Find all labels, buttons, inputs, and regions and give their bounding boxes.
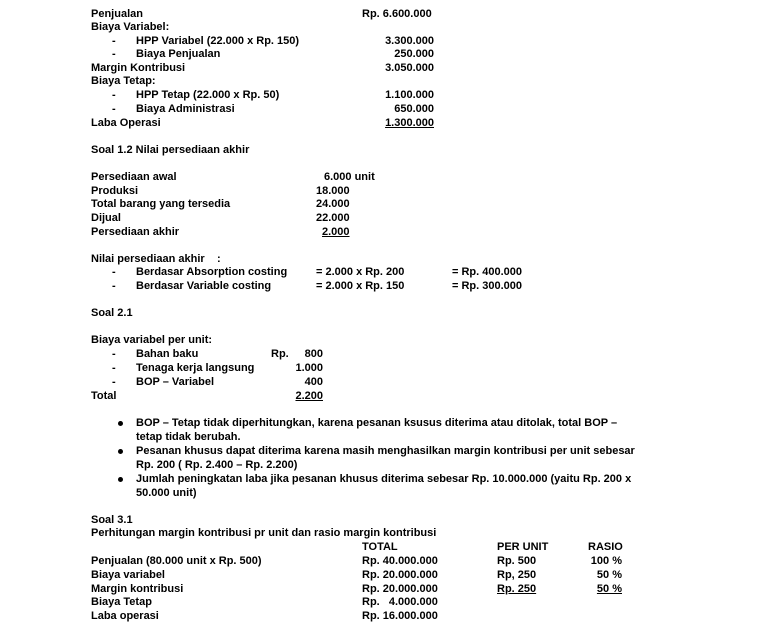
row-ratio: 50 % [596, 583, 622, 595]
fixed-hpp-label: HPP Tetap (22.000 x Rp. 50) [136, 89, 280, 101]
contribution-margin-value: 3.050.000 [385, 62, 434, 74]
admin-cost-value: 650.000 [394, 103, 434, 115]
operating-profit-label: Laba Operasi [91, 117, 161, 129]
section-title: Soal 2.1 [91, 307, 133, 319]
method-calc: = 2.000 x Rp. 150 [316, 280, 405, 292]
selling-cost-label: Biaya Penjualan [136, 48, 221, 60]
cost-label: Bahan baku [136, 348, 199, 360]
method-result: = Rp. 300.000 [452, 280, 523, 292]
variable-costs-label: Biaya Variabel: [91, 21, 170, 33]
dash: - [112, 48, 116, 60]
header-ratio: RASIO [588, 541, 623, 553]
row-total: Rp. 16.000.000 [362, 610, 438, 622]
bullet-text: 50.000 unit) [136, 487, 197, 499]
cost-value: 400 [304, 376, 323, 388]
sales-value: Rp. 6.600.000 [362, 8, 432, 20]
method-calc: = 2.000 x Rp. 200 [316, 266, 405, 278]
method-label: Berdasar Absorption costing [136, 266, 288, 278]
row-per-unit: Rp. 250 [497, 583, 537, 595]
bullet-text: tetap tidak berubah. [136, 431, 241, 443]
operating-profit-value: 1.300.000 [385, 117, 434, 129]
bullet-text: Jumlah peningkatan laba jika pesanan khusus diterima sebesar Rp. 10.000.000 (yaitu Rp. 200 x [136, 473, 632, 485]
variable-hpp-label: HPP Variabel (22.000 x Rp. 150) [136, 35, 300, 47]
dash: - [112, 35, 116, 47]
row-total: Rp. 20.000.000 [362, 569, 438, 581]
variable-hpp-value: 3.300.000 [385, 35, 434, 47]
bullet-dot [118, 477, 123, 482]
method-result: = Rp. 400.000 [452, 266, 523, 278]
total-value: 2.200 [295, 390, 323, 402]
inventory-value-title: Nilai persediaan akhir : [91, 253, 221, 265]
sales-label: Penjualan [91, 8, 143, 20]
dash: - [112, 376, 116, 388]
contribution-margin-label: Margin Kontribusi [91, 62, 186, 74]
bullet-text: Rp. 200 ( Rp. 2.400 – Rp. 2.200) [136, 459, 298, 471]
row-total: Rp. 20.000.000 [362, 583, 438, 595]
row-ratio: 100 % [590, 555, 622, 567]
method-label: Berdasar Variable costing [136, 280, 272, 292]
total-label: Total [91, 390, 117, 402]
section-subtitle: Perhitungan margin kontribusi pr unit dan rasio margin kontribusi [91, 527, 437, 539]
row-label: Total barang yang tersedia [91, 198, 231, 210]
dash: - [112, 362, 116, 374]
dash: - [112, 348, 116, 360]
currency-prefix: Rp. [271, 348, 289, 360]
row-label: Penjualan (80.000 unit x Rp. 500) [91, 555, 262, 567]
cost-label: BOP – Variabel [136, 376, 215, 388]
cost-value: 800 [304, 348, 323, 360]
dash: - [112, 266, 116, 278]
dash: - [112, 280, 116, 292]
bullet-text: Pesanan khusus dapat diterima karena masih menghasilkan margin kontribusi per unit sebesar [136, 445, 635, 457]
section-title: Soal 3.1 [91, 514, 133, 526]
row-per-unit: Rp, 250 [497, 569, 537, 581]
dash: - [112, 89, 116, 101]
fixed-costs-label: Biaya Tetap: [91, 75, 156, 87]
bullet-dot [118, 421, 123, 426]
row-total: Rp. 40.000.000 [362, 555, 438, 567]
row-label: Dijual [91, 212, 121, 224]
row-label: Produksi [91, 185, 139, 197]
cost-label: Tenaga kerja langsung [136, 362, 255, 374]
admin-cost-label: Biaya Administrasi [136, 103, 235, 115]
row-value: 6.000 unit [324, 171, 375, 183]
row-value: 18.000 [316, 185, 350, 197]
selling-cost-value: 250.000 [394, 48, 434, 60]
row-label: Persediaan awal [91, 171, 177, 183]
cost-value: 1.000 [295, 362, 323, 374]
row-total: Rp. 4.000.000 [362, 596, 438, 608]
row-value: 24.000 [316, 198, 350, 210]
row-per-unit: Rp. 500 [497, 555, 537, 567]
section-subtitle: Biaya variabel per unit: [91, 334, 213, 346]
row-label: Persediaan akhir [91, 226, 180, 238]
bullet-text: BOP – Tetap tidak diperhitungkan, karena pesanan ksusus diterima atau ditolak, total BOP – [136, 417, 618, 429]
row-ratio: 50 % [596, 569, 622, 581]
bullet-dot [118, 449, 123, 454]
row-label: Laba operasi [91, 610, 159, 622]
ending-inventory-value: 2.000 [322, 226, 350, 238]
fixed-hpp-value: 1.100.000 [385, 89, 434, 101]
row-label: Biaya Tetap [91, 596, 152, 608]
header-per-unit: PER UNIT [497, 541, 549, 553]
header-total: TOTAL [362, 541, 398, 553]
section-title: Soal 1.2 Nilai persediaan akhir [91, 144, 250, 156]
dash: - [112, 103, 116, 115]
row-label: Biaya variabel [91, 569, 165, 581]
row-value: 22.000 [316, 212, 350, 224]
row-label: Margin kontribusi [91, 583, 184, 595]
